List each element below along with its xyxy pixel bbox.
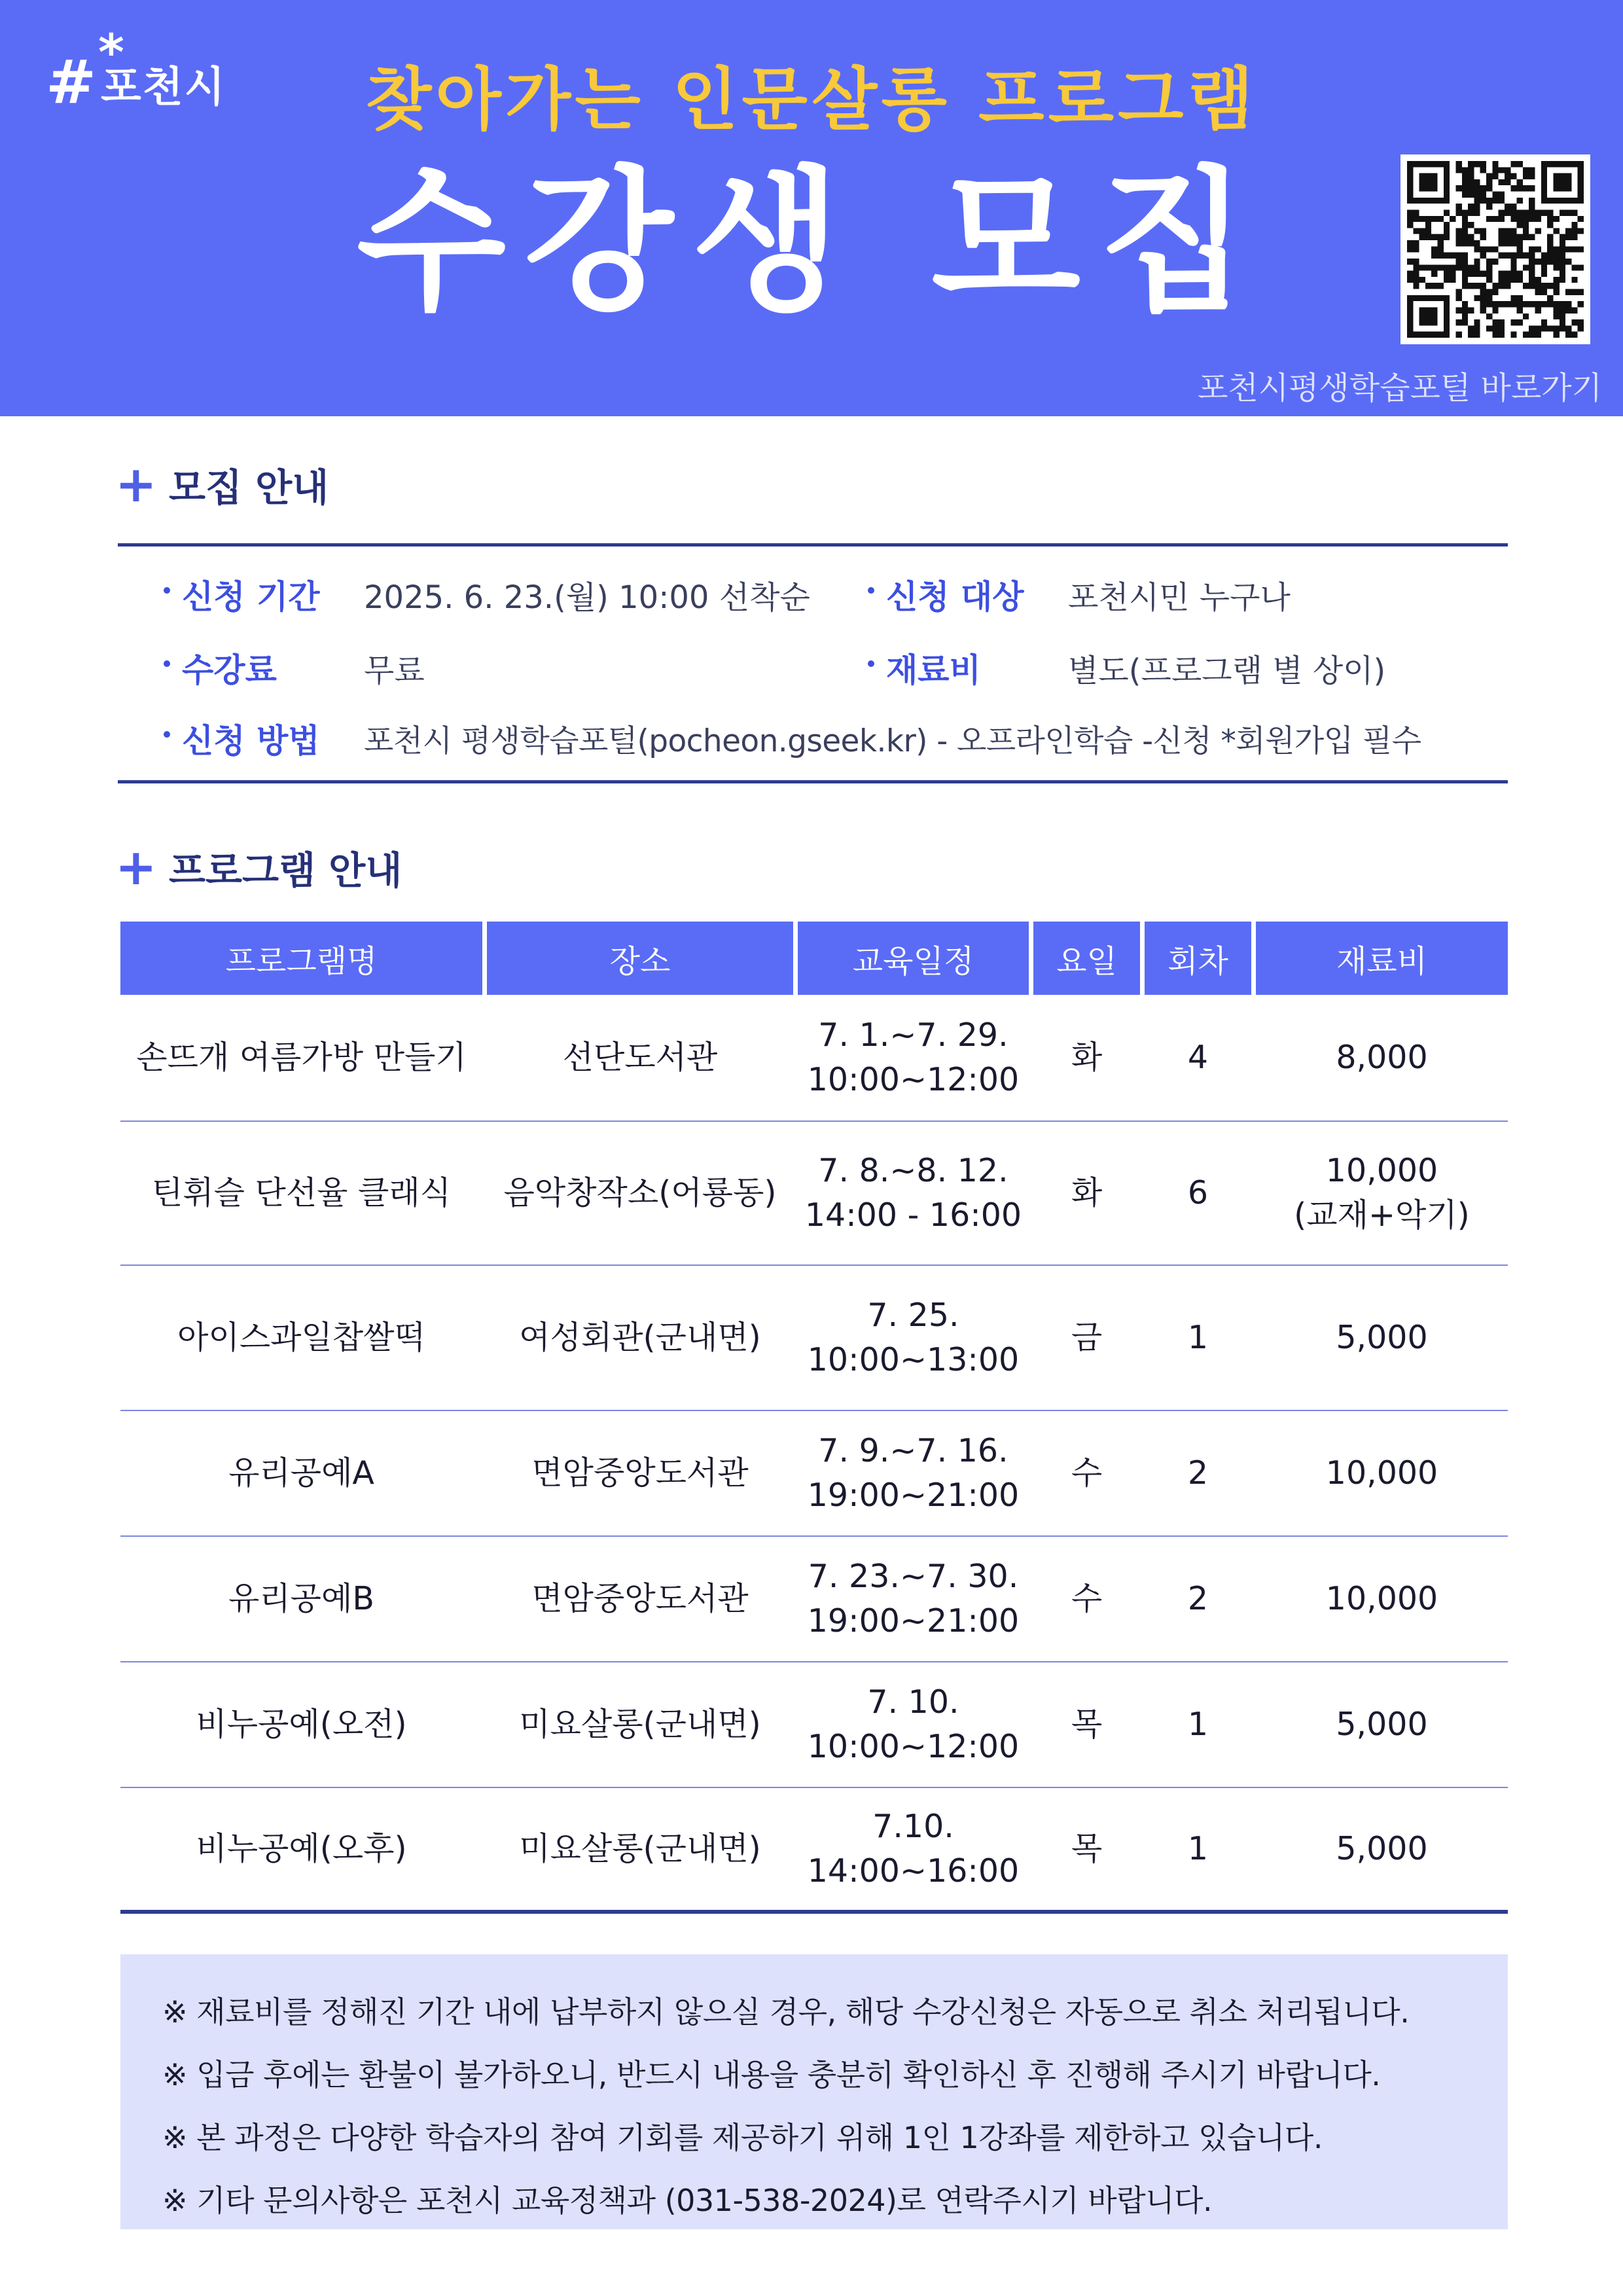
cell-name: 유리공예B (228, 1580, 374, 1618)
cell-day: 화 (1071, 1039, 1103, 1077)
qr-code-icon[interactable] (1400, 154, 1590, 344)
cell-place: 선단도서관 (562, 1039, 718, 1077)
cell-day: 금 (1071, 1319, 1103, 1357)
note-item: ※ 본 과정은 다양한 학습자의 참여 기회를 제공하기 위해 1인 1강좌를 제한하고 있습니다. (162, 2120, 1323, 2155)
bullet-icon (164, 731, 170, 738)
table-row (120, 1122, 1508, 1266)
logo-star-icon: * (98, 23, 124, 81)
cell-name: 유리공예A (228, 1454, 374, 1492)
qr-finder-pattern (1410, 164, 1447, 201)
portal-link[interactable]: 포천시평생학습포털 바로가기 (1197, 370, 1602, 406)
material-value: 별도(프로그램 별 상이) (1068, 652, 1386, 689)
poster-subtitle: 찾아가는 인문살롱 프로그램 (366, 60, 1257, 139)
cell-fee (1256, 1316, 1508, 1360)
cell-fee-value: 5,000 (1336, 1706, 1428, 1744)
cell-place: 미요살롱(군내면) (519, 1830, 761, 1868)
poster-title: 수강생 모집 (356, 152, 1267, 332)
info-method (164, 712, 1421, 764)
cell-time: 19:00~21:00 (807, 1602, 1020, 1640)
cell-fee-value: 10,000 (1325, 1580, 1438, 1618)
cell-date: 7. 25. (867, 1297, 959, 1335)
cell-fee-value: 10,000 (1325, 1454, 1438, 1492)
period-label: 신청 기간 (182, 578, 320, 616)
recruitment-heading-text: 모집 안내 (169, 465, 329, 510)
cell-sessions: 1 (1187, 1706, 1209, 1744)
cell-time: 10:00~12:00 (807, 1061, 1020, 1098)
plus-icon: + (115, 455, 157, 513)
cell-name: 비누공예(오후) (196, 1830, 407, 1868)
cell-sessions: 2 (1187, 1580, 1209, 1618)
cell-fee (1256, 1035, 1508, 1080)
cell-schedule (798, 1149, 1033, 1237)
cell-name: 틴휘슬 단선율 클래식 (151, 1174, 452, 1212)
col-header-name: 프로그램명 (120, 922, 487, 995)
fee-value: 무료 (364, 652, 425, 689)
cell-schedule (798, 1013, 1033, 1102)
cell-schedule (798, 1293, 1033, 1382)
cell-day: 목 (1071, 1830, 1103, 1868)
header-banner (0, 0, 1623, 416)
cell-date: 7.10. (872, 1808, 954, 1846)
method-label: 신청 방법 (182, 722, 320, 760)
cell-schedule (798, 1804, 1033, 1893)
cell-fee (1256, 1702, 1508, 1747)
cell-place: 미요살롱(군내면) (519, 1706, 761, 1744)
cell-fee-value: 5,000 (1336, 1319, 1428, 1357)
target-value: 포천시민 누구나 (1068, 579, 1291, 616)
cell-place: 면암중앙도서관 (531, 1454, 749, 1492)
qr-finder-pattern (1544, 164, 1580, 201)
recruitment-heading (115, 455, 329, 514)
cell-time: 19:00~21:00 (807, 1477, 1020, 1514)
cell-date: 7. 10. (867, 1683, 959, 1721)
cell-date: 7. 1.~7. 29. (818, 1016, 1008, 1054)
table-row (120, 1788, 1508, 1914)
plus-icon: + (115, 838, 157, 896)
material-label: 재료비 (886, 651, 981, 689)
cell-sessions: 4 (1187, 1039, 1209, 1077)
col-header-place: 장소 (487, 922, 798, 995)
note-item: ※ 기타 문의사항은 포천시 교육정책과 (031-538-2024)로 연락주시기 바랍니다. (162, 2183, 1213, 2218)
cell-fee (1256, 1149, 1508, 1237)
cell-day: 목 (1071, 1706, 1103, 1744)
cell-day: 수 (1071, 1454, 1103, 1492)
cell-day: 수 (1071, 1580, 1103, 1618)
logo-text: 포천시 (101, 63, 226, 112)
table-header (120, 922, 1508, 995)
logo-hash-icon: # (46, 47, 97, 117)
cell-place: 면암중앙도서관 (531, 1580, 749, 1618)
cell-sessions: 2 (1187, 1454, 1209, 1492)
method-value: 포천시 평생학습포털(pocheon.gseek.kr) - 오프라인학습 -신청 *회원가입 필수 (364, 723, 1421, 759)
cell-time: 10:00~13:00 (807, 1341, 1020, 1378)
cell-sessions: 1 (1187, 1830, 1209, 1868)
cell-place: 음악창작소(어룡동) (503, 1174, 777, 1212)
notes-box (120, 1954, 1508, 2229)
table-row (120, 995, 1508, 1122)
info-target (868, 568, 1291, 620)
program-heading-text: 프로그램 안내 (169, 848, 402, 893)
divider (118, 780, 1508, 783)
bullet-icon (868, 587, 874, 594)
bullet-icon (868, 660, 874, 667)
col-header-day: 요일 (1033, 922, 1145, 995)
program-table (120, 922, 1508, 1914)
cell-schedule (798, 1680, 1033, 1768)
info-fee (164, 641, 425, 694)
cell-fee (1256, 1577, 1508, 1621)
note-item: ※ 재료비를 정해진 기간 내에 납부하지 않으실 경우, 해당 수강신청은 자동으로 취소 처리됩니다. (162, 1994, 1410, 2030)
cell-fee (1256, 1827, 1508, 1871)
cell-name: 손뜨개 여름가방 만들기 (136, 1039, 467, 1077)
period-value: 2025. 6. 23.(월) 10:00 선착순 (364, 579, 810, 616)
divider (118, 543, 1508, 547)
bullet-icon (164, 660, 170, 667)
cell-fee-value: 10,000 (1325, 1152, 1438, 1190)
cell-fee-value: 5,000 (1336, 1830, 1428, 1868)
cell-name: 아이스과일찹쌀떡 (177, 1319, 425, 1357)
info-period (164, 568, 810, 620)
col-header-schedule: 교육일정 (798, 922, 1033, 995)
cell-day: 화 (1071, 1174, 1103, 1212)
cell-date: 7. 9.~7. 16. (818, 1432, 1008, 1470)
table-row (120, 1537, 1508, 1662)
qr-finder-pattern (1410, 298, 1447, 334)
cell-fee (1256, 1451, 1508, 1496)
cell-name: 비누공예(오전) (196, 1706, 407, 1744)
note-item: ※ 입금 후에는 환불이 불가하오니, 반드시 내용을 충분히 확인하신 후 진행해 주시기 바랍니다. (162, 2057, 1381, 2092)
cell-time: 14:00 - 16:00 (804, 1196, 1022, 1234)
program-heading (115, 838, 402, 897)
table-row (120, 1662, 1508, 1788)
cell-time: 14:00~16:00 (807, 1852, 1020, 1890)
cell-date: 7. 8.~8. 12. (818, 1152, 1008, 1190)
cell-place: 여성회관(군내면) (519, 1319, 761, 1357)
cell-fee-note: (교재+악기) (1294, 1196, 1470, 1234)
cell-sessions: 1 (1187, 1319, 1209, 1357)
cell-schedule (798, 1429, 1033, 1517)
col-header-fee: 재료비 (1256, 922, 1508, 995)
qr-code-graphic (1407, 161, 1584, 338)
cell-schedule (798, 1554, 1033, 1643)
cell-date: 7. 23.~7. 30. (808, 1558, 1019, 1596)
target-label: 신청 대상 (886, 578, 1024, 616)
table-row (120, 1411, 1508, 1537)
cell-sessions: 6 (1187, 1174, 1209, 1212)
table-row (120, 1266, 1508, 1411)
col-header-sessions: 회차 (1145, 922, 1256, 995)
cell-fee-value: 8,000 (1336, 1039, 1428, 1077)
fee-label: 수강료 (182, 651, 277, 689)
info-material (868, 641, 1385, 694)
cell-time: 10:00~12:00 (807, 1728, 1020, 1765)
bullet-icon (164, 587, 170, 594)
